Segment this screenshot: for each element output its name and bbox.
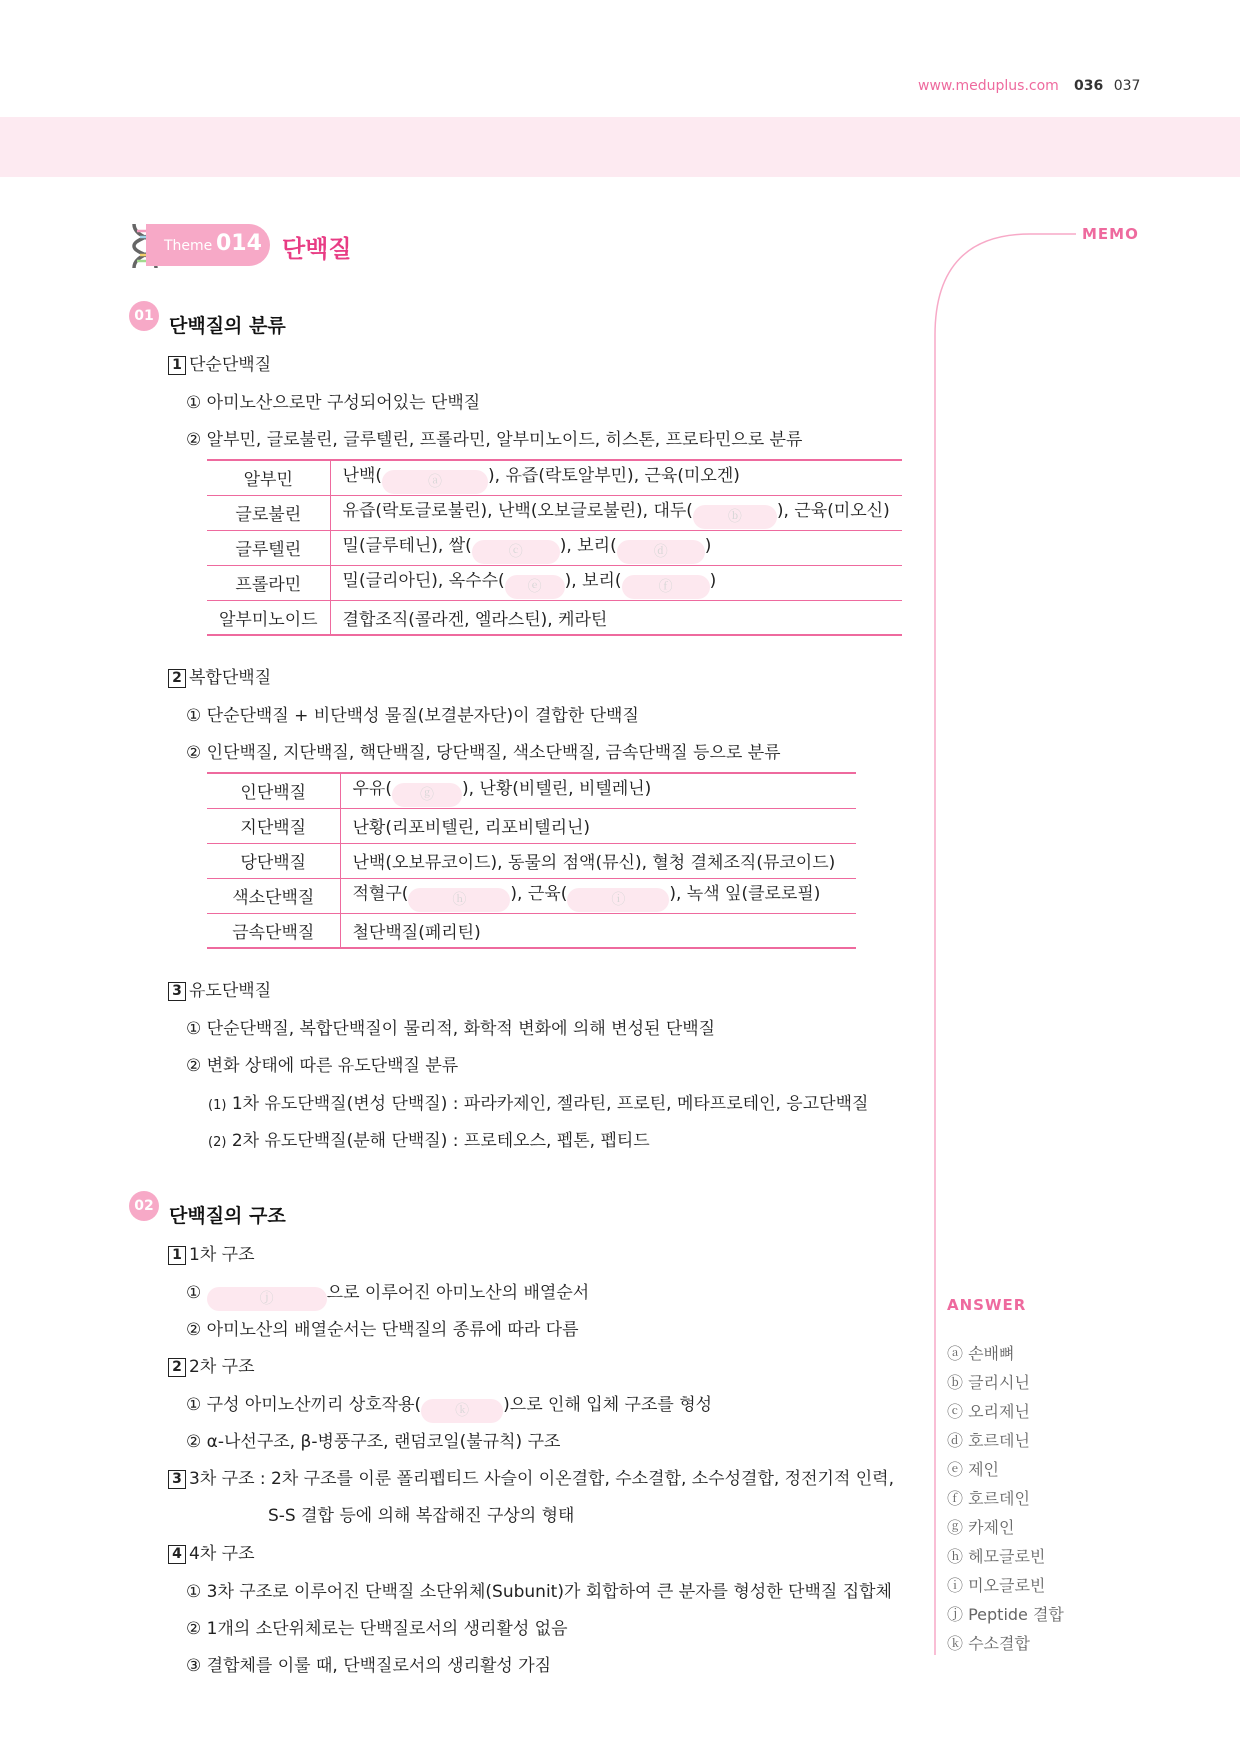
page-number-right: 037 xyxy=(1113,78,1141,94)
quaternary-structure-item-1: ① 3차 구조로 이루어진 단백질 소단위체(Subunit)가 회합하여 큰 분자를 형성한 단백질 집합체 xyxy=(186,1582,892,1602)
table-value: 우유( ⓖ ), 난황(비텔린, 비텔레닌) xyxy=(340,773,856,808)
tertiary-structure-heading xyxy=(168,1464,894,1489)
table-value: 밀(글리아딘), 옥수수( ⓔ ), 보리( ⓕ ) xyxy=(330,565,902,600)
tertiary-structure-line-2: S-S 결합 등에 의해 복잡해진 구상의 형태 xyxy=(268,1506,575,1526)
derived-protein-heading xyxy=(168,976,271,1001)
site-url: www.meduplus.com xyxy=(918,78,1059,94)
table-value: 난황(리포비텔린, 리포비텔리닌) xyxy=(340,808,856,843)
primary-structure-title: 1차 구조 xyxy=(189,1245,255,1265)
table-value: 난백( ⓐ ), 유즙(락토알부민), 근육(미오겐) xyxy=(330,460,902,495)
simple-protein-heading xyxy=(168,350,271,375)
quaternary-structure-heading xyxy=(168,1539,255,1564)
table-key: 금속단백질 xyxy=(207,913,340,948)
primary-structure-heading xyxy=(168,1240,255,1265)
secondary-structure-item-2: ② α-나선구조, β-병풍구조, 랜덤코일(불규칙) 구조 xyxy=(186,1432,561,1452)
derived-protein-item-2: ② 변화 상태에 따른 유도단백질 분류 xyxy=(186,1056,459,1076)
table-key: 당단백질 xyxy=(207,843,340,878)
secondary-structure-title: 2차 구조 xyxy=(189,1357,255,1377)
answer-blank[interactable]: ⓑ xyxy=(693,505,777,529)
table-value: 난백(오보뮤코이드), 동물의 점액(뮤신), 혈청 결체조직(뮤코이드) xyxy=(340,843,856,878)
answer-item: ⓕ 호르데인 xyxy=(947,1489,1030,1508)
simple-protein-item-1: ① 아미노산으로만 구성되어있는 단백질 xyxy=(186,393,481,413)
tertiary-structure-line-1: 3차 구조 : 2차 구조를 이룬 폴리펩티드 사슬이 이온결합, 수소결합, 소수성결합, 정전기적 인력, xyxy=(189,1469,895,1489)
section-title-structure: 단백질의 구조 xyxy=(169,1205,286,1227)
answer-blank[interactable]: ⓕ xyxy=(622,575,710,599)
number-box: 3 xyxy=(168,982,186,1001)
answer-item: ⓖ 카제인 xyxy=(947,1518,1015,1537)
table-key: 글루텔린 xyxy=(207,530,330,565)
table-row xyxy=(207,913,856,948)
complex-protein-title: 복합단백질 xyxy=(189,668,272,688)
table-value: 결합조직(콜라겐, 엘라스틴), 케라틴 xyxy=(330,600,902,635)
simple-protein-item-2: ② 알부민, 글로불린, 글루텔린, 프롤라민, 알부미노이드, 히스톤, 프로타민으로 분류 xyxy=(186,430,803,450)
table-row xyxy=(207,773,856,808)
answer-item: ⓙ Peptide 결합 xyxy=(947,1605,1064,1624)
answer-item: ⓑ 글리시닌 xyxy=(947,1373,1030,1392)
complex-protein-item-2: ② 인단백질, 지단백질, 핵단백질, 당단백질, 색소단백질, 금속단백질 등으로 분류 xyxy=(186,743,781,763)
secondary-structure-heading xyxy=(168,1352,255,1377)
number-box: 1 xyxy=(168,1246,186,1265)
answer-blank[interactable]: ⓓ xyxy=(617,540,705,564)
derived-protein-sub-1: (1) 1차 유도단백질(변성 단백질) : 파라카제인, 젤라틴, 프로틴, 메타프로테인, 응고단백질 xyxy=(208,1094,869,1114)
quaternary-structure-title: 4차 구조 xyxy=(189,1544,255,1564)
answer-item: ⓔ 제인 xyxy=(947,1460,999,1479)
section-badge-02: 02 xyxy=(129,1191,159,1221)
answer-blank[interactable]: ⓘ xyxy=(567,888,669,912)
table-value: 밀(글루테닌), 쌀( ⓒ ), 보리( ⓓ ) xyxy=(330,530,902,565)
derived-protein-item-1: ① 단순단백질, 복합단백질이 물리적, 화학적 변화에 의해 변성된 단백질 xyxy=(186,1019,716,1039)
table-key: 인단백질 xyxy=(207,773,340,808)
theme-title: 단백질 xyxy=(282,235,352,263)
answer-blank[interactable]: ⓙ xyxy=(207,1287,327,1311)
answer-blank[interactable]: ⓔ xyxy=(505,575,565,599)
page-numbers xyxy=(1074,78,1140,94)
complex-protein-table xyxy=(207,772,856,949)
theme-label: Theme xyxy=(164,238,213,254)
table-row xyxy=(207,495,902,530)
answer-blank[interactable]: ⓚ xyxy=(421,1399,503,1423)
answer-item: ⓚ 수소결합 xyxy=(947,1634,1030,1653)
table-key: 알부민 xyxy=(207,460,330,495)
quaternary-structure-item-2: ② 1개의 소단위체로는 단백질로서의 생리활성 없음 xyxy=(186,1619,568,1639)
complex-protein-heading xyxy=(168,663,271,688)
derived-protein-sub-2: (2) 2차 유도단백질(분해 단백질) : 프로테오스, 펩톤, 펩티드 xyxy=(208,1131,650,1151)
table-key: 알부미노이드 xyxy=(207,600,330,635)
table-row xyxy=(207,843,856,878)
table-row xyxy=(207,565,902,600)
number-box: 3 xyxy=(168,1470,186,1489)
complex-protein-item-1: ① 단순단백질 + 비단백성 물질(보결분자단)이 결합한 단백질 xyxy=(186,706,639,726)
table-value: 철단백질(페리틴) xyxy=(340,913,856,948)
table-key: 지단백질 xyxy=(207,808,340,843)
table-row xyxy=(207,878,856,913)
section-title-classification: 단백질의 분류 xyxy=(169,315,286,337)
answer-blank[interactable]: ⓐ xyxy=(382,470,488,494)
memo-label: MEMO xyxy=(1082,225,1139,243)
theme-badge xyxy=(146,224,270,266)
page-number-left: 036 xyxy=(1074,78,1104,94)
answer-item: ⓐ 손배뼈 xyxy=(947,1344,1015,1363)
table-value: 유즙(락토글로불린), 난백(오보글로불린), 대두( ⓑ ), 근육(미오신) xyxy=(330,495,902,530)
table-key: 글로불린 xyxy=(207,495,330,530)
answer-label: ANSWER xyxy=(947,1296,1027,1314)
table-row xyxy=(207,600,902,635)
answer-blank[interactable]: ⓖ xyxy=(392,783,462,807)
answer-item: ⓗ 헤모글로빈 xyxy=(947,1547,1046,1566)
derived-protein-title: 유도단백질 xyxy=(189,981,272,1001)
answer-blank[interactable]: ⓗ xyxy=(408,888,510,912)
table-key: 프롤라민 xyxy=(207,565,330,600)
table-value: 적혈구( ⓗ ), 근육( ⓘ ), 녹색 잎(클로로필) xyxy=(340,878,856,913)
table-row xyxy=(207,530,902,565)
number-box: 4 xyxy=(168,1545,186,1564)
theme-number: 014 xyxy=(216,231,262,256)
table-key: 색소단백질 xyxy=(207,878,340,913)
primary-structure-item-2: ② 아미노산의 배열순서는 단백질의 종류에 따라 다름 xyxy=(186,1320,579,1340)
section-badge-01: 01 xyxy=(129,301,159,331)
number-box: 1 xyxy=(168,356,186,375)
table-row xyxy=(207,808,856,843)
primary-structure-item-1: ① ⓙ 으로 이루어진 아미노산의 배열순서 xyxy=(186,1278,589,1311)
answer-blank[interactable]: ⓒ xyxy=(472,540,560,564)
simple-protein-title: 단순단백질 xyxy=(189,355,272,375)
number-box: 2 xyxy=(168,1358,186,1377)
header-band xyxy=(0,117,1240,177)
answer-item: ⓒ 오리제닌 xyxy=(947,1402,1030,1421)
answer-item: ⓓ 호르데닌 xyxy=(947,1431,1030,1450)
quaternary-structure-item-3: ③ 결합체를 이룰 때, 단백질로서의 생리활성 가짐 xyxy=(186,1656,552,1676)
number-box: 2 xyxy=(168,669,186,688)
answer-item: ⓘ 미오글로빈 xyxy=(947,1576,1046,1595)
secondary-structure-item-1: ① 구성 아미노산끼리 상호작용( ⓚ )으로 인해 입체 구조를 형성 xyxy=(186,1390,712,1423)
simple-protein-table xyxy=(207,459,902,636)
table-row xyxy=(207,460,902,495)
